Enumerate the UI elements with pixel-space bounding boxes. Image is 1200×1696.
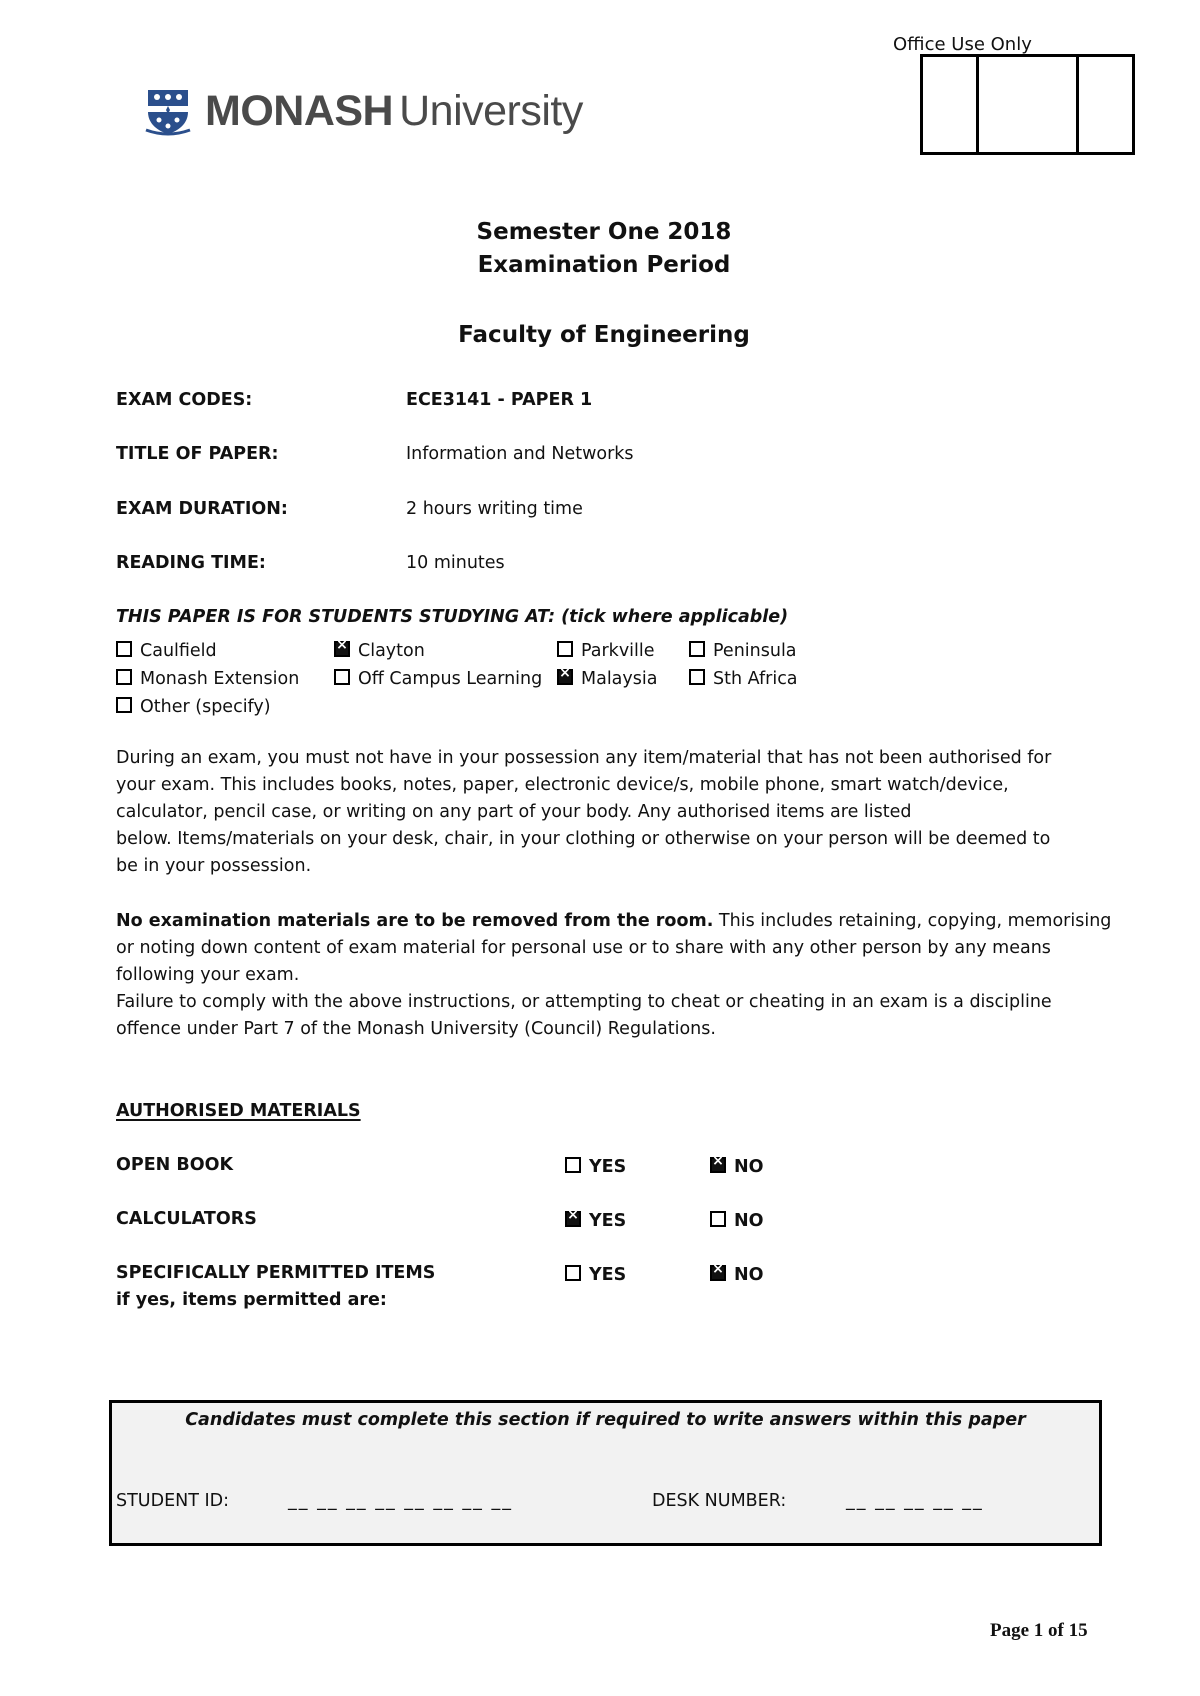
title-label: TITLE OF PAPER:: [116, 444, 279, 464]
instruction-line: During an exam, you must not have in your possession any item/material that has not been authorised for: [116, 748, 1052, 768]
exam-codes-label: EXAM CODES:: [116, 390, 253, 410]
monash-logo: [143, 86, 583, 136]
permitted-items-yes[interactable]: YES: [565, 1265, 626, 1285]
campus-option-off-campus[interactable]: Off Campus Learning: [334, 669, 542, 689]
checked-checkbox-icon[interactable]: [710, 1265, 726, 1281]
checked-checkbox-icon[interactable]: [334, 641, 350, 657]
open-book-no[interactable]: × NO: [710, 1157, 764, 1177]
office-use-label: Office Use Only: [893, 34, 1032, 55]
checkbox-icon[interactable]: [565, 1265, 581, 1281]
instruction-line: Failure to comply with the above instructions, or attempting to cheat or cheating in an exam is a discipline: [116, 992, 1052, 1012]
open-book-yes[interactable]: YES: [565, 1157, 626, 1177]
campus-option-monash-extension[interactable]: Monash Extension: [116, 669, 299, 689]
calculators-no[interactable]: NO: [710, 1211, 764, 1231]
checkbox-icon[interactable]: [116, 641, 132, 657]
campus-option-caulfield[interactable]: Caulfield: [116, 641, 217, 661]
page-number: Page 1 of 15: [990, 1620, 1088, 1641]
calculators-label: CALCULATORS: [116, 1209, 257, 1229]
checkbox-icon[interactable]: [334, 669, 350, 685]
logo-word-university: University: [399, 86, 583, 135]
duration-label: EXAM DURATION:: [116, 499, 288, 519]
checkbox-icon[interactable]: [710, 1211, 726, 1227]
monash-crest-icon: [143, 86, 193, 136]
open-book-label: OPEN BOOK: [116, 1155, 234, 1175]
desk-number-label: DESK NUMBER:: [652, 1491, 787, 1511]
permitted-items-note: if yes, items permitted are:: [116, 1290, 387, 1310]
candidate-heading: Candidates must complete this section if required to write answers within this paper: [185, 1410, 1026, 1430]
checked-checkbox-icon[interactable]: [557, 669, 573, 685]
instruction-line: following your exam.: [116, 965, 300, 985]
instruction-line: below. Items/materials on your desk, chair, in your clothing or otherwise on your person will be deemed to: [116, 829, 1051, 849]
instruction-line: be in your possession.: [116, 856, 312, 876]
reading-time-label: READING TIME:: [116, 553, 266, 573]
campus-option-parkville[interactable]: Parkville: [557, 641, 655, 661]
checked-checkbox-icon[interactable]: [710, 1157, 726, 1173]
permitted-items-label: SPECIFICALLY PERMITTED ITEMS: [116, 1263, 436, 1283]
instruction-line: offence under Part 7 of the Monash University (Council) Regulations.: [116, 1019, 716, 1039]
office-use-box: [920, 54, 1135, 155]
checked-checkbox-icon[interactable]: [565, 1211, 581, 1227]
checkbox-icon[interactable]: [689, 641, 705, 657]
exam-codes-value: ECE3141 - PAPER 1: [406, 390, 593, 410]
instruction-line: No examination materials are to be removed from the room. This includes retaining, copying, memorising: [116, 911, 1112, 931]
checkbox-icon[interactable]: [116, 697, 132, 713]
semester-heading: Semester One 2018: [476, 219, 732, 245]
title-value: Information and Networks: [406, 444, 634, 464]
campus-option-other[interactable]: Other (specify): [116, 697, 271, 717]
checkbox-icon[interactable]: [689, 669, 705, 685]
period-heading: Examination Period: [477, 252, 731, 278]
campus-option-peninsula[interactable]: Peninsula: [689, 641, 797, 661]
student-id-label: STUDENT ID:: [116, 1491, 230, 1511]
checkbox-icon[interactable]: [116, 669, 132, 685]
calculators-yes[interactable]: × YES: [565, 1211, 626, 1231]
checkbox-icon[interactable]: [557, 641, 573, 657]
campus-option-sth-africa[interactable]: Sth Africa: [689, 669, 798, 689]
checkbox-icon[interactable]: [565, 1157, 581, 1173]
permitted-items-no[interactable]: × NO: [710, 1265, 764, 1285]
reading-time-value: 10 minutes: [406, 553, 505, 573]
campus-heading: THIS PAPER IS FOR STUDENTS STUDYING AT: (tick where applicable): [116, 607, 789, 627]
faculty-heading: Faculty of Engineering: [458, 322, 750, 348]
campus-option-malaysia[interactable]: × Malaysia: [557, 669, 657, 689]
duration-value: 2 hours writing time: [406, 499, 583, 519]
student-id-field[interactable]: __ __ __ __ __ __ __ __: [288, 1491, 513, 1511]
logo-word-monash: MONASH: [205, 86, 394, 135]
instruction-line: calculator, pencil case, or writing on any part of your body. Any authorised items are listed: [116, 802, 912, 822]
instruction-line: or noting down content of exam material for personal use or to share with any other person by any means: [116, 938, 1051, 958]
instruction-line: your exam. This includes books, notes, paper, electronic device/s, mobile phone, smart watch/device,: [116, 775, 1009, 795]
desk-number-field[interactable]: __ __ __ __ __: [846, 1491, 984, 1511]
authorised-materials-heading: AUTHORISED MATERIALS: [116, 1101, 361, 1121]
campus-option-clayton[interactable]: × Clayton: [334, 641, 425, 661]
